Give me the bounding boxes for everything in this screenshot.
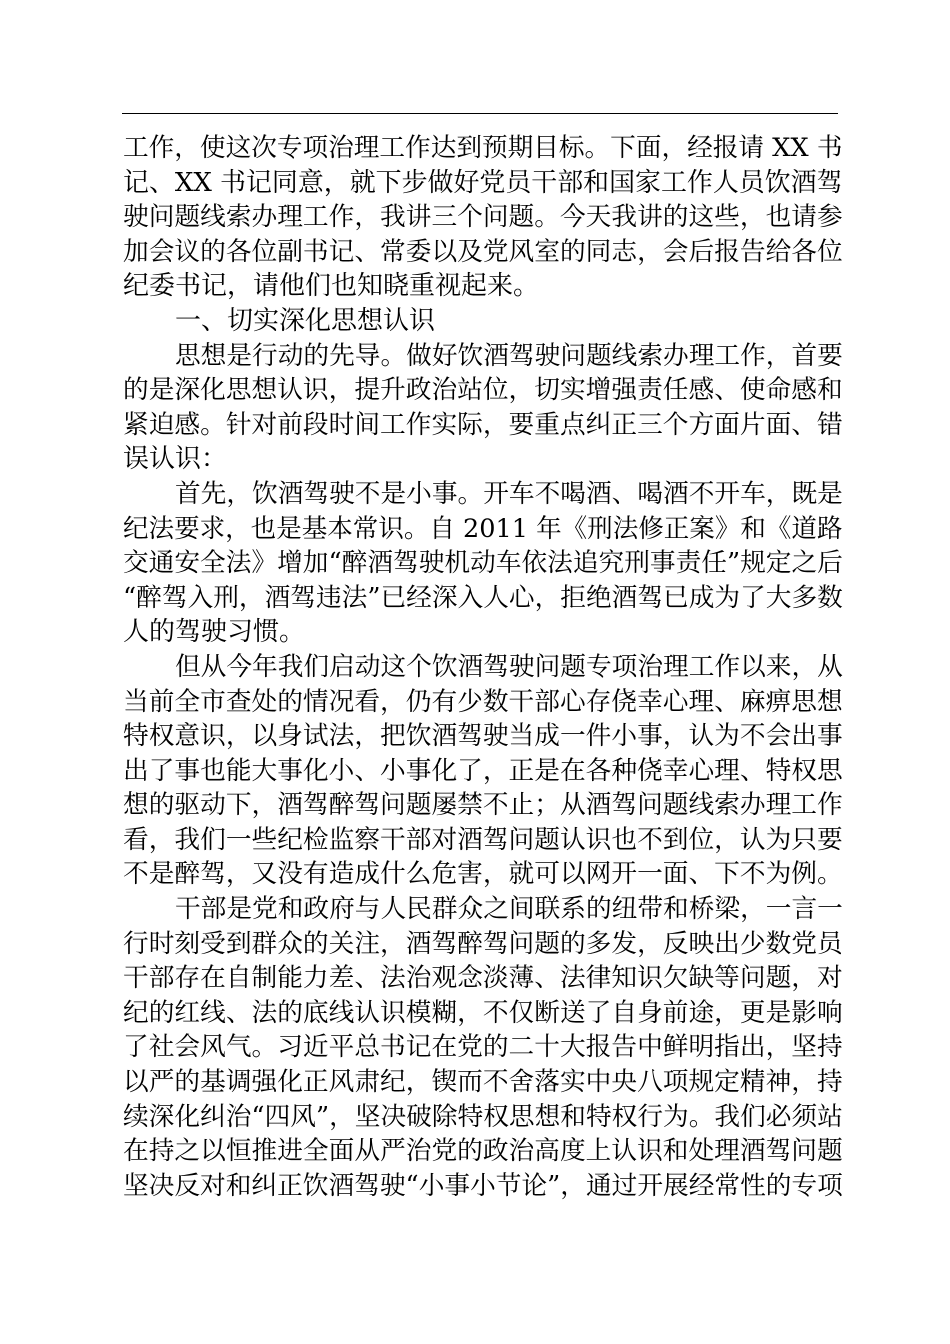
text-line: 以严的基调强化正风肃纪，锲而不舍落实中央八项规定精神，持	[123, 1067, 843, 1098]
text-line: 不是醉驾，又没有造成什么危害，就可以网开一面、下不为例。	[123, 859, 843, 890]
text-line: 加会议的各位副书记、常委以及党风室的同志，会后报告给各位	[123, 236, 843, 267]
text-line: 驶问题线索办理工作，我讲三个问题。今天我讲的这些，也请参	[123, 202, 843, 233]
text-line: 工作，使这次专项治理工作达到预期目标。下面，经报请 XX 书	[123, 133, 843, 163]
text-line: 在持之以恒推进全面从严治党的政治高度上认识和处理酒驾问题	[123, 1136, 843, 1167]
text-line: 纪委书记，请他们也知晓重视起来。	[123, 271, 540, 302]
text-line: 出了事也能大事化小、小事化了，正是在各种侥幸心理、特权思	[123, 755, 843, 786]
text-line: 人的驾驶习惯。	[123, 617, 306, 648]
text-line: 续深化纠治“四风”，坚决破除特权思想和特权行为。我们必须站	[123, 1101, 843, 1132]
paragraph-start: 干部是党和政府与人民群众之间联系的纽带和桥梁，一言一	[175, 894, 843, 925]
paragraph-start: 但从今年我们启动这个饮酒驾驶问题专项治理工作以来，从	[175, 651, 843, 682]
text-line: 行时刻受到群众的关注，酒驾醉驾问题的多发，反映出少数党员	[123, 928, 843, 959]
text-line: 纪法要求，也是基本常识。自 2011 年《刑法修正案》和《道路	[123, 513, 843, 544]
text-line: “醉驾入刑，酒驾违法”已经深入人心，拒绝酒驾已成为了大多数	[123, 582, 843, 613]
section-heading: 一、切实深化思想认识	[175, 305, 436, 336]
text-line: 交通安全法》增加“醉酒驾驶机动车依法追究刑事责任”规定之后	[123, 548, 843, 579]
text-line: 看，我们一些纪检监察干部对酒驾问题认识也不到位，认为只要	[123, 824, 843, 855]
paragraph-start: 首先，饮酒驾驶不是小事。开车不喝酒、喝酒不开车，既是	[175, 478, 843, 509]
text-line: 紧迫感。针对前段时间工作实际，要重点纠正三个方面片面、错	[123, 409, 843, 440]
text-line: 坚决反对和纠正饮酒驾驶“小事小节论”，通过开展经常性的专项	[123, 1170, 843, 1201]
document-body	[123, 131, 843, 1203]
text-line: 纪的红线、法的底线认识模糊，不仅断送了自身前途，更是影响	[123, 997, 843, 1028]
text-line: 了社会风气。习近平总书记在党的二十大报告中鲜明指出，坚持	[123, 1032, 843, 1063]
text-line: 干部存在自制能力差、法治观念淡薄、法律知识欠缺等问题，对	[123, 963, 843, 994]
text-line: 记、XX 书记同意，就下步做好党员干部和国家工作人员饮酒驾	[123, 167, 843, 198]
paragraph-start: 思想是行动的先导。做好饮酒驾驶问题线索办理工作，首要	[175, 340, 843, 371]
text-line: 当前全市查处的情况看，仍有少数干部心存侥幸心理、麻痹思想	[123, 686, 843, 717]
text-line: 误认识：	[123, 444, 228, 475]
text-line: 想的驱动下，酒驾醉驾问题屡禁不止；从酒驾问题线索办理工作	[123, 790, 843, 821]
text-line: 的是深化思想认识，提升政治站位，切实增强责任感、使命感和	[123, 375, 843, 406]
text-line: 特权意识，以身试法，把饮酒驾驶当成一件小事，认为不会出事	[123, 721, 843, 752]
header-rule	[122, 113, 838, 114]
